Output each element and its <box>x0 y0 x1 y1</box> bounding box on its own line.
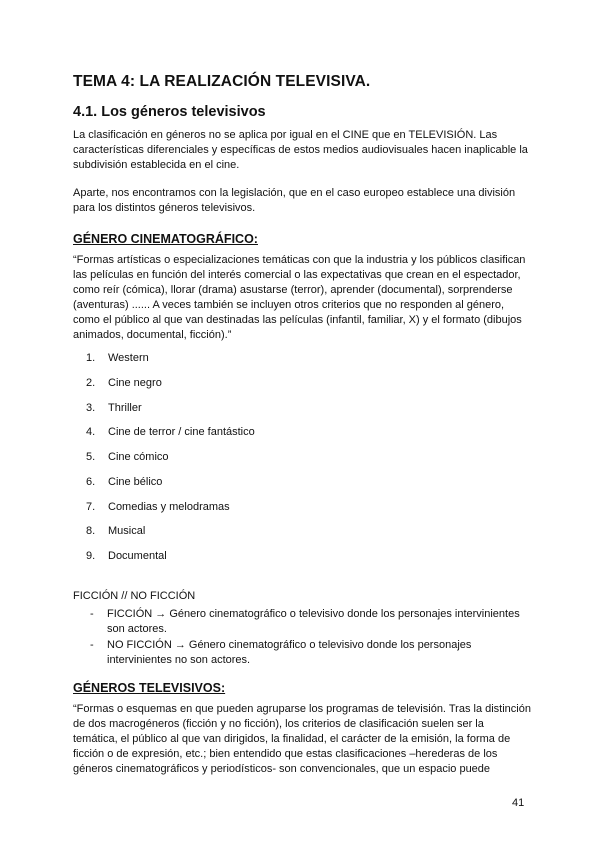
list-item: - NO FICCIÓN → Género cinematográfico o televisivo donde los personajes intervinientes no son actores. <box>90 639 472 666</box>
section-heading: 4.1. Los géneros televisivos <box>73 104 266 120</box>
page-number: 41 <box>512 797 525 809</box>
intro-paragraph-2: Aparte, nos encontramos con la legislación, que en el caso europeo establece una división para los distintos géneros televisivos. <box>73 187 516 214</box>
list-item: 5. Cine cómico <box>86 451 169 463</box>
list-item: 8. Musical <box>86 525 146 538</box>
intro-paragraph-1: La clasificación en géneros no se aplica por igual en el CINE que en TELEVISIÓN. Las características diferenciales y específicas de estos medios audiovisuales hacen inaplicable la subdivisión establecida en el cine. <box>73 129 528 171</box>
list-item: 9. Documental <box>86 550 167 562</box>
cine-section-heading: GÉNERO CINEMATOGRÁFICO: <box>73 232 258 246</box>
tv-definition-quote: “Formas o esquemas en que pueden agruparse los programas de televisión. Tras la distinción de dos macrogéneros (ficción y no ficción), los criterios de clasificación suelen ser la temática, el público al que van dirigidos, la finalidad, el carácter de la emisión, la forma de ficción o de expresión, etc.; bien entendido que estas clasificaciones –herederas de los géneros cinematográficos y periodísticos- son convencionales, que un espacio puede <box>73 703 531 775</box>
list-item: 7. Comedias y melodramas <box>86 500 230 513</box>
ficcion-heading: FICCIÓN // NO FICCIÓN <box>73 590 196 602</box>
tv-section-heading: GÉNEROS TELEVISIVOS: <box>73 681 226 695</box>
list-item: 4. Cine de terror / cine fantástico <box>86 426 255 439</box>
list-item: 6. Cine bélico <box>86 475 163 488</box>
ficcion-list <box>90 607 530 669</box>
list-item: - FICCIÓN → Género cinematográfico o televisivo donde los personajes intervinientes son actores. <box>90 608 520 635</box>
list-item: 1. Western <box>86 352 149 364</box>
list-item: 2. Cine negro <box>86 376 162 389</box>
page-title: TEMA 4: LA REALIZACIÓN TELEVISIVA. <box>73 73 371 90</box>
cine-definition-quote: “Formas artísticas o especializaciones temáticas con que la industria y los públicos clasifican las películas en función del interés comercial o las expectativas que crean en el espectador, como reír (cómica), llorar (drama) asustarse (terror), aprender (documental), sorprenderse (aventuras) ...... A veces también se incluyen otros criterios que no responden al género, como el público al que van destinadas las películas (infantil, familiar, X) y el formato (dibujos animados, documental, ficción).” <box>73 254 526 341</box>
list-item: 3. Thriller <box>86 401 142 414</box>
genre-list <box>86 351 255 574</box>
